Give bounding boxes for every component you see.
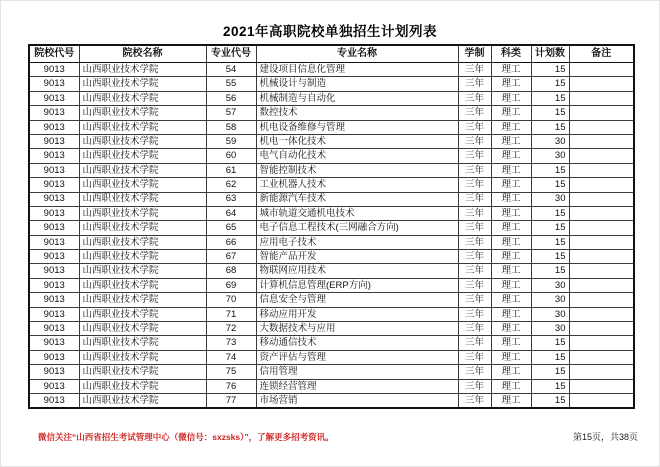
cell-college-code: 9013 <box>29 379 79 393</box>
cell-note <box>569 322 634 336</box>
cell-college-code: 9013 <box>29 350 79 364</box>
cell-major-name: 连锁经营管理 <box>256 379 458 393</box>
cell-category: 理工 <box>491 206 531 220</box>
cell-major-code: 66 <box>206 235 256 249</box>
cell-college-name: 山西职业技术学院 <box>79 264 206 278</box>
cell-plan-count: 15 <box>531 350 569 364</box>
cell-note <box>569 293 634 307</box>
cell-duration: 三年 <box>458 149 491 163</box>
cell-major-code: 63 <box>206 192 256 206</box>
cell-major-code: 57 <box>206 106 256 120</box>
cell-major-name: 资产评估与管理 <box>256 350 458 364</box>
cell-major-name: 数控技术 <box>256 106 458 120</box>
cell-duration: 三年 <box>458 264 491 278</box>
table-row <box>29 178 634 192</box>
cell-category: 理工 <box>491 91 531 105</box>
cell-college-code: 9013 <box>29 106 79 120</box>
cell-note <box>569 379 634 393</box>
cell-note <box>569 134 634 148</box>
cell-category: 理工 <box>491 63 531 77</box>
cell-plan-count: 30 <box>531 149 569 163</box>
cell-duration: 三年 <box>458 393 491 408</box>
cell-college-code: 9013 <box>29 134 79 148</box>
cell-duration: 三年 <box>458 365 491 379</box>
cell-plan-count: 15 <box>531 91 569 105</box>
cell-plan-count: 15 <box>531 336 569 350</box>
cell-college-code: 9013 <box>29 336 79 350</box>
table-row <box>29 264 634 278</box>
page-title: 2021年高职院校单独招生计划列表 <box>222 24 438 39</box>
cell-major-code: 60 <box>206 149 256 163</box>
cell-plan-count: 15 <box>531 163 569 177</box>
cell-major-name: 市场营销 <box>256 393 458 408</box>
table-row <box>29 106 634 120</box>
cell-category: 理工 <box>491 293 531 307</box>
cell-college-name: 山西职业技术学院 <box>79 120 206 134</box>
cell-major-code: 54 <box>206 63 256 77</box>
cell-plan-count: 15 <box>531 106 569 120</box>
table-row <box>29 379 634 393</box>
table-row <box>29 235 634 249</box>
cell-plan-count: 30 <box>531 278 569 292</box>
cell-major-code: 67 <box>206 250 256 264</box>
cell-college-code: 9013 <box>29 63 79 77</box>
header-plan-count: 计划数 <box>531 45 569 63</box>
cell-category: 理工 <box>491 307 531 321</box>
cell-college-name: 山西职业技术学院 <box>79 278 206 292</box>
cell-college-code: 9013 <box>29 365 79 379</box>
table-row <box>29 91 634 105</box>
cell-category: 理工 <box>491 278 531 292</box>
cell-major-code: 58 <box>206 120 256 134</box>
cell-major-code: 72 <box>206 322 256 336</box>
cell-category: 理工 <box>491 264 531 278</box>
cell-note <box>569 221 634 235</box>
cell-plan-count: 15 <box>531 264 569 278</box>
cell-college-name: 山西职业技术学院 <box>79 235 206 249</box>
cell-category: 理工 <box>491 221 531 235</box>
cell-college-code: 9013 <box>29 163 79 177</box>
cell-duration: 三年 <box>458 192 491 206</box>
cell-duration: 三年 <box>458 221 491 235</box>
cell-college-name: 山西职业技术学院 <box>79 192 206 206</box>
wechat-notice-text: 微信关注“山西省招生考试管理中心（微信号：sxzsks）”，了解更多招考资讯。 <box>38 432 334 442</box>
cell-major-code: 62 <box>206 178 256 192</box>
cell-plan-count: 15 <box>531 235 569 249</box>
cell-note <box>569 77 634 91</box>
cell-major-name: 机电设备维修与管理 <box>256 120 458 134</box>
cell-plan-count: 15 <box>531 379 569 393</box>
cell-major-code: 65 <box>206 221 256 235</box>
cell-major-code: 70 <box>206 293 256 307</box>
cell-duration: 三年 <box>458 278 491 292</box>
cell-major-name: 新能源汽车技术 <box>256 192 458 206</box>
table-row <box>29 206 634 220</box>
cell-duration: 三年 <box>458 379 491 393</box>
cell-college-name: 山西职业技术学院 <box>79 393 206 408</box>
cell-category: 理工 <box>491 235 531 249</box>
cell-college-code: 9013 <box>29 235 79 249</box>
cell-duration: 三年 <box>458 350 491 364</box>
cell-college-name: 山西职业技术学院 <box>79 322 206 336</box>
cell-note <box>569 163 634 177</box>
cell-major-code: 64 <box>206 206 256 220</box>
cell-college-code: 9013 <box>29 192 79 206</box>
page-number: 第15页，共38页 <box>572 432 638 442</box>
cell-major-name: 大数据技术与应用 <box>256 322 458 336</box>
cell-plan-count: 15 <box>531 393 569 408</box>
cell-major-name: 计算机信息管理(ERP方向) <box>256 278 458 292</box>
table-row <box>29 322 634 336</box>
cell-college-name: 山西职业技术学院 <box>79 134 206 148</box>
cell-major-code: 61 <box>206 163 256 177</box>
cell-major-name: 电子信息工程技术(三网融合方向) <box>256 221 458 235</box>
cell-major-code: 55 <box>206 77 256 91</box>
table-row <box>29 120 634 134</box>
cell-note <box>569 63 634 77</box>
cell-duration: 三年 <box>458 63 491 77</box>
table-row <box>29 77 634 91</box>
cell-note <box>569 120 634 134</box>
cell-major-code: 56 <box>206 91 256 105</box>
cell-plan-count: 30 <box>531 307 569 321</box>
cell-college-code: 9013 <box>29 264 79 278</box>
cell-note <box>569 264 634 278</box>
cell-duration: 三年 <box>458 163 491 177</box>
header-college-code: 院校代号 <box>29 45 79 63</box>
cell-major-name: 机电一体化技术 <box>256 134 458 148</box>
cell-college-name: 山西职业技术学院 <box>79 221 206 235</box>
cell-college-name: 山西职业技术学院 <box>79 336 206 350</box>
enrollment-plan-table <box>28 44 635 409</box>
cell-plan-count: 15 <box>531 250 569 264</box>
cell-duration: 三年 <box>458 235 491 249</box>
table-row <box>29 134 634 148</box>
cell-duration: 三年 <box>458 134 491 148</box>
cell-major-name: 应用电子技术 <box>256 235 458 249</box>
cell-duration: 三年 <box>458 206 491 220</box>
cell-duration: 三年 <box>458 307 491 321</box>
cell-major-code: 75 <box>206 365 256 379</box>
cell-college-name: 山西职业技术学院 <box>79 63 206 77</box>
cell-college-name: 山西职业技术学院 <box>79 350 206 364</box>
cell-category: 理工 <box>491 350 531 364</box>
cell-note <box>569 91 634 105</box>
cell-plan-count: 30 <box>531 322 569 336</box>
cell-college-name: 山西职业技术学院 <box>79 149 206 163</box>
cell-note <box>569 149 634 163</box>
cell-college-code: 9013 <box>29 250 79 264</box>
cell-category: 理工 <box>491 163 531 177</box>
cell-major-code: 77 <box>206 393 256 408</box>
cell-plan-count: 15 <box>531 206 569 220</box>
cell-category: 理工 <box>491 393 531 408</box>
cell-college-name: 山西职业技术学院 <box>79 206 206 220</box>
table-row <box>29 365 634 379</box>
table-row <box>29 63 634 77</box>
cell-major-name: 信息安全与管理 <box>256 293 458 307</box>
cell-college-name: 山西职业技术学院 <box>79 307 206 321</box>
table-row <box>29 293 634 307</box>
table-row <box>29 221 634 235</box>
table-row <box>29 278 634 292</box>
cell-plan-count: 15 <box>531 120 569 134</box>
cell-college-name: 山西职业技术学院 <box>79 91 206 105</box>
cell-college-name: 山西职业技术学院 <box>79 77 206 91</box>
cell-plan-count: 15 <box>531 365 569 379</box>
cell-category: 理工 <box>491 365 531 379</box>
header-college-name: 院校名称 <box>79 45 206 63</box>
cell-college-name: 山西职业技术学院 <box>79 106 206 120</box>
cell-college-code: 9013 <box>29 278 79 292</box>
cell-duration: 三年 <box>458 106 491 120</box>
cell-major-code: 68 <box>206 264 256 278</box>
cell-major-name: 物联网应用技术 <box>256 264 458 278</box>
cell-note <box>569 393 634 408</box>
cell-college-name: 山西职业技术学院 <box>79 365 206 379</box>
table-row <box>29 336 634 350</box>
table-row <box>29 192 634 206</box>
table-row <box>29 149 634 163</box>
cell-note <box>569 106 634 120</box>
cell-college-name: 山西职业技术学院 <box>79 250 206 264</box>
table-row <box>29 350 634 364</box>
cell-major-name: 机械制造与自动化 <box>256 91 458 105</box>
cell-category: 理工 <box>491 149 531 163</box>
cell-college-code: 9013 <box>29 221 79 235</box>
table-row <box>29 163 634 177</box>
cell-college-code: 9013 <box>29 322 79 336</box>
cell-college-code: 9013 <box>29 307 79 321</box>
cell-category: 理工 <box>491 77 531 91</box>
cell-category: 理工 <box>491 178 531 192</box>
table-row <box>29 307 634 321</box>
cell-college-name: 山西职业技术学院 <box>79 178 206 192</box>
cell-note <box>569 206 634 220</box>
cell-major-code: 69 <box>206 278 256 292</box>
cell-college-code: 9013 <box>29 178 79 192</box>
cell-category: 理工 <box>491 192 531 206</box>
cell-major-name: 建设项目信息化管理 <box>256 63 458 77</box>
cell-category: 理工 <box>491 336 531 350</box>
cell-duration: 三年 <box>458 91 491 105</box>
cell-major-name: 信用管理 <box>256 365 458 379</box>
cell-major-name: 电气自动化技术 <box>256 149 458 163</box>
cell-college-code: 9013 <box>29 120 79 134</box>
cell-college-code: 9013 <box>29 91 79 105</box>
cell-major-name: 城市轨道交通机电技术 <box>256 206 458 220</box>
cell-note <box>569 278 634 292</box>
header-major-code: 专业代号 <box>206 45 256 63</box>
cell-college-code: 9013 <box>29 293 79 307</box>
cell-note <box>569 336 634 350</box>
cell-plan-count: 15 <box>531 221 569 235</box>
cell-college-code: 9013 <box>29 393 79 408</box>
cell-note <box>569 307 634 321</box>
table-header-row <box>29 45 634 63</box>
cell-note <box>569 192 634 206</box>
cell-major-name: 工业机器人技术 <box>256 178 458 192</box>
cell-plan-count: 15 <box>531 178 569 192</box>
cell-college-code: 9013 <box>29 77 79 91</box>
cell-note <box>569 235 634 249</box>
cell-category: 理工 <box>491 120 531 134</box>
cell-major-name: 机械设计与制造 <box>256 77 458 91</box>
cell-college-name: 山西职业技术学院 <box>79 379 206 393</box>
cell-plan-count: 30 <box>531 192 569 206</box>
cell-major-code: 74 <box>206 350 256 364</box>
table-row <box>29 393 634 408</box>
cell-duration: 三年 <box>458 250 491 264</box>
cell-duration: 三年 <box>458 77 491 91</box>
cell-college-code: 9013 <box>29 206 79 220</box>
table-body <box>29 63 634 409</box>
cell-major-code: 76 <box>206 379 256 393</box>
cell-note <box>569 350 634 364</box>
header-note: 备注 <box>569 45 634 63</box>
cell-college-name: 山西职业技术学院 <box>79 163 206 177</box>
cell-major-name: 移动通信技术 <box>256 336 458 350</box>
cell-duration: 三年 <box>458 178 491 192</box>
cell-major-name: 智能控制技术 <box>256 163 458 177</box>
cell-major-code: 73 <box>206 336 256 350</box>
cell-category: 理工 <box>491 106 531 120</box>
cell-plan-count: 15 <box>531 77 569 91</box>
cell-plan-count: 30 <box>531 293 569 307</box>
cell-plan-count: 15 <box>531 63 569 77</box>
cell-note <box>569 178 634 192</box>
cell-major-name: 移动应用开发 <box>256 307 458 321</box>
cell-college-code: 9013 <box>29 149 79 163</box>
cell-category: 理工 <box>491 250 531 264</box>
cell-duration: 三年 <box>458 120 491 134</box>
cell-major-code: 59 <box>206 134 256 148</box>
cell-duration: 三年 <box>458 293 491 307</box>
cell-category: 理工 <box>491 379 531 393</box>
header-category: 科类 <box>491 45 531 63</box>
cell-duration: 三年 <box>458 322 491 336</box>
header-major-name: 专业名称 <box>256 45 458 63</box>
cell-major-name: 智能产品开发 <box>256 250 458 264</box>
cell-note <box>569 250 634 264</box>
cell-duration: 三年 <box>458 336 491 350</box>
cell-note <box>569 365 634 379</box>
cell-college-name: 山西职业技术学院 <box>79 293 206 307</box>
header-duration: 学制 <box>458 45 491 63</box>
cell-category: 理工 <box>491 134 531 148</box>
table-row <box>29 250 634 264</box>
cell-plan-count: 30 <box>531 134 569 148</box>
cell-category: 理工 <box>491 322 531 336</box>
cell-major-code: 71 <box>206 307 256 321</box>
